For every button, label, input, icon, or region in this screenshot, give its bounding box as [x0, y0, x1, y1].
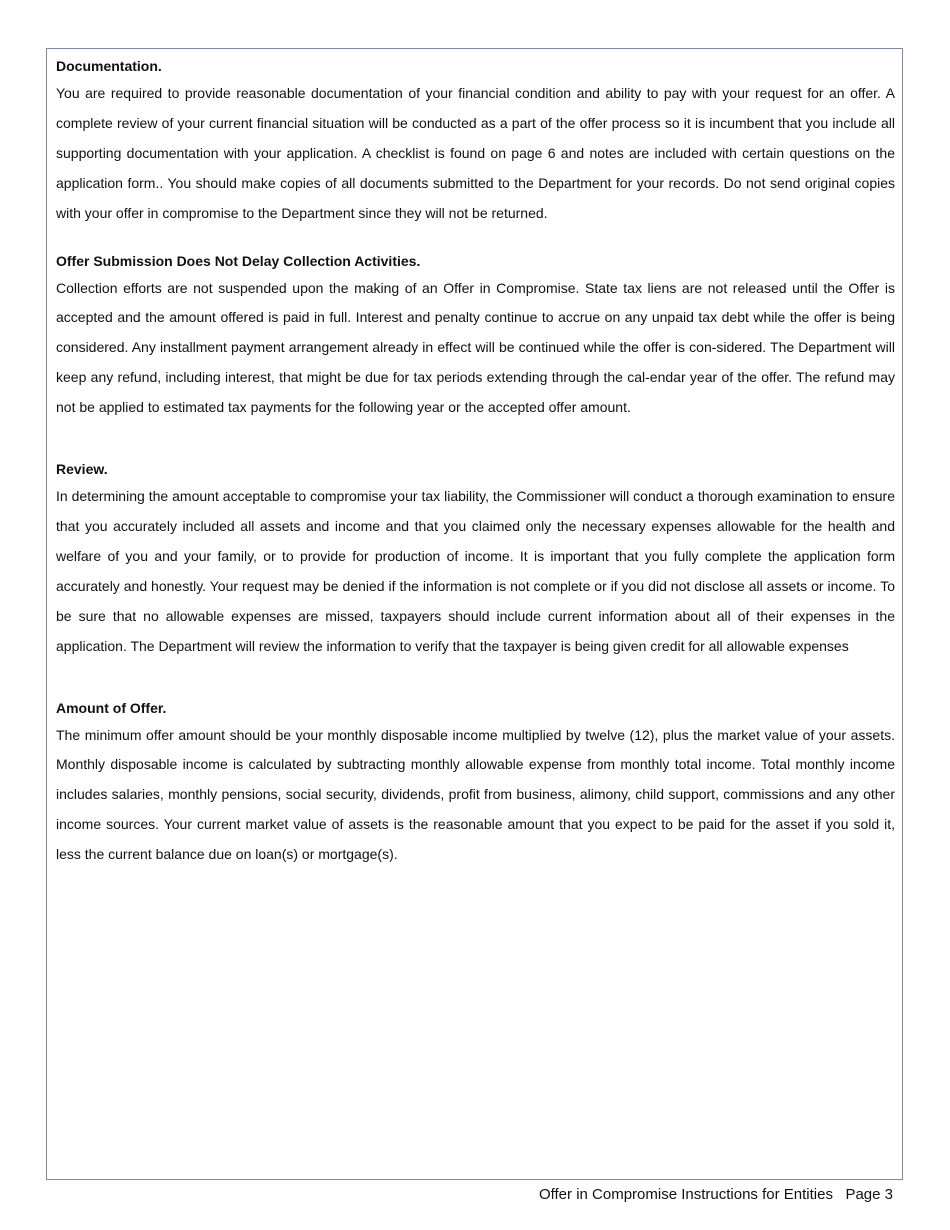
section-review — [56, 456, 895, 661]
page-content — [56, 53, 895, 870]
section-heading: Review. — [56, 461, 108, 478]
section-heading: Offer Submission Does Not Delay Collection Activities. — [56, 252, 421, 269]
section-offer-submission — [56, 248, 895, 424]
section-body: In determining the amount acceptable to compromise your tax liability, the Commissioner will conduct a thorough examination to ensure that you accurately included all assets and income and that you claimed only the necessary expenses allowable for the health and welfare of you and your family, or to provide for production of income. It is important that you fully complete the application form accurately and honestly. Your request may be denied if the information is not complete or if you did not disclose all assets or income. To be sure that no allowable expenses are missed, taxpayers should include current information about all of their expenses in the application. The Department will review the information to verify that the taxpayer is being given credit for all allowable expenses — [56, 488, 895, 654]
section-body: Collection efforts are not suspended upon the making of an Offer in Compromise. State tax liens are not released until the Offer is accepted and the amount offered is paid in full. Interest and penalty continue to accrue on any unpaid tax debt while the offer is being considered. Any installment payment arrangement already in effect will be continued while the offer is con-sidered. The Department will keep any refund, including interest, that might be due for tax periods extending through the cal-endar year of the offer. The refund may not be applied to estimated tax payments for the following year or the accepted offer amount. — [56, 279, 895, 416]
section-heading: Documentation. — [56, 58, 162, 74]
page-footer: Offer in Compromise Instructions for Entities Page 3 — [538, 1186, 893, 1203]
section-documentation — [56, 53, 895, 229]
section-heading: Amount of Offer. — [56, 699, 167, 716]
section-body: The minimum offer amount should be your monthly disposable income multiplied by twelve (12), plus the market value of your assets. Monthly disposable income is calculated by subtracting monthly allowable expense from monthly total income. Total monthly income includes salaries, monthly pensions, social security, dividends, profit from business, alimony, child support, commissions and any other income sources. Your current market value of assets is the reasonable amount that you expect to be paid for the asset if you sold it, less the current balance due on loan(s) or mortgage(s). — [56, 726, 895, 863]
section-amount-of-offer — [56, 695, 895, 871]
section-body: You are required to provide reasonable documentation of your financial condition and ability to pay with your request for an offer. A complete review of your current financial situation will be conducted as a part of the offer process so it is incumbent that you include all supporting documentation with your application. A checklist is found on page 6 and notes are included with certain questions on the application form.. You should make copies of all documents submitted to the Department for your records. Do not send original copies with your offer in compromise to the Department since they will not be returned. — [56, 85, 895, 221]
